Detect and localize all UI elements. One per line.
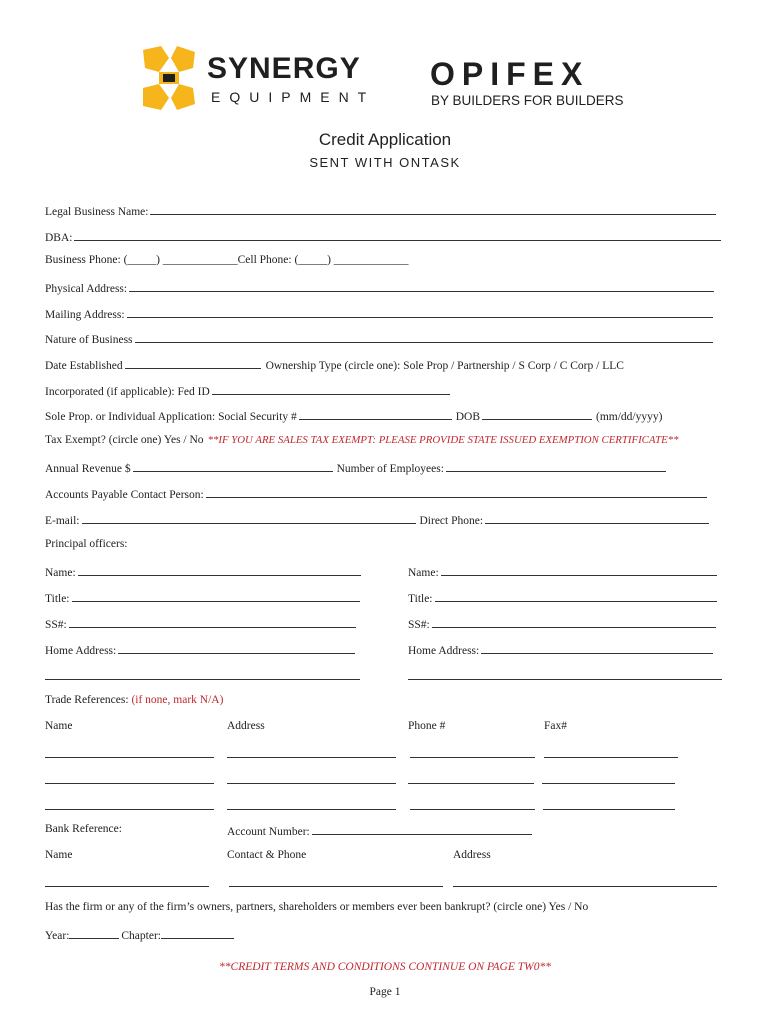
employees-field[interactable] — [446, 460, 666, 472]
principal2-ss-field[interactable] — [432, 616, 716, 628]
synergy-wordmark: SYNERGY — [207, 52, 361, 85]
bankrupt-question[interactable]: Has the firm or any of the firm’s owners, partners, shareholders or members ever been bankrupt? (circle one) Yes / No — [45, 901, 589, 913]
principal2-ss-row — [408, 616, 716, 631]
bank-col-address: Address — [453, 849, 491, 861]
phone-row — [45, 254, 409, 266]
mailing-address-field[interactable] — [127, 306, 713, 318]
ssn-label: Sole Prop. or Individual Application: Social Security # — [45, 411, 297, 423]
legal-business-name-field[interactable] — [150, 203, 716, 215]
principal1-address-label: Home Address: — [45, 645, 117, 657]
ap-contact-label: Accounts Payable Contact Person: — [45, 489, 204, 501]
principal1-name-label: Name: — [45, 567, 76, 579]
date-established-field[interactable] — [125, 357, 261, 369]
principal2-name-label: Name: — [408, 567, 439, 579]
trade-col-address: Address — [227, 720, 265, 732]
trade-ref2-name-field[interactable] — [45, 772, 214, 784]
page-title: Credit Application — [318, 130, 452, 149]
revenue-row — [45, 460, 666, 475]
principal2-address-field[interactable] — [481, 642, 713, 654]
trade-ref3-name-field[interactable] — [45, 798, 214, 810]
direct-phone-label: Direct Phone: — [419, 515, 484, 527]
dob-label: DOB — [455, 411, 480, 423]
physical-address-field[interactable] — [129, 280, 714, 292]
principal2-address-line2[interactable] — [408, 668, 722, 680]
physical-address-row — [45, 280, 714, 295]
annual-revenue-field[interactable] — [133, 460, 333, 472]
nature-of-business-row — [45, 331, 713, 346]
synergy-logo — [135, 42, 395, 114]
opifex-wordmark: OPIFEX — [430, 56, 590, 92]
trade-ref2-address-field[interactable] — [227, 772, 396, 784]
principal2-address-row — [408, 642, 713, 657]
dob-field[interactable] — [482, 408, 592, 420]
email-label: E-mail: — [45, 515, 80, 527]
annual-revenue-label: Annual Revenue $ — [45, 463, 131, 475]
bank-contact-field[interactable] — [229, 875, 443, 887]
bankrupt-detail-row — [45, 927, 234, 942]
trade-ref3-fax-field[interactable] — [543, 798, 675, 810]
year-label: Year: — [45, 930, 70, 942]
page-subtitle: SENT WITH ONTASK — [309, 155, 461, 170]
principal2-name-row — [408, 564, 717, 579]
trade-heading-note: (if none, mark N/A) — [131, 694, 224, 706]
date-established-label: Date Established — [45, 360, 123, 372]
bank-name-field[interactable] — [45, 875, 209, 887]
principal1-ss-row — [45, 616, 356, 631]
cell-phone-field[interactable]: Cell Phone: (_____) _____________ — [237, 254, 409, 266]
dba-field[interactable] — [74, 229, 721, 241]
principal1-ss-label: SS#: — [45, 619, 67, 631]
legal-business-name-row — [45, 203, 716, 218]
bank-address-field[interactable] — [453, 875, 717, 887]
ssn-field[interactable] — [299, 408, 452, 420]
trade-ref2-fax-field[interactable] — [542, 772, 675, 784]
ap-contact-field[interactable] — [206, 486, 707, 498]
principal1-address-line2[interactable] — [45, 668, 360, 680]
employees-label: Number of Employees: — [336, 463, 444, 475]
sole-prop-row — [45, 408, 662, 423]
principal1-ss-field[interactable] — [69, 616, 356, 628]
ap-contact-row — [45, 486, 707, 501]
fed-id-label: Incorporated (if applicable): Fed ID — [45, 386, 210, 398]
trade-heading-row — [45, 694, 223, 706]
principal2-title-label: Title: — [408, 593, 433, 605]
principal1-title-field[interactable] — [72, 590, 360, 602]
ownership-type-label[interactable]: Ownership Type (circle one): Sole Prop / Partnership / S Corp / C Corp / LLC — [265, 360, 624, 372]
opifex-logo — [430, 56, 640, 116]
dob-format-label: (mm/dd/yyyy) — [595, 411, 663, 423]
chapter-field[interactable] — [161, 927, 234, 939]
principal2-address-label: Home Address: — [408, 645, 480, 657]
tax-exempt-row — [45, 434, 678, 446]
principal2-ss-label: SS#: — [408, 619, 430, 631]
dba-row — [45, 229, 721, 244]
chapter-label: Chapter: — [121, 930, 161, 942]
principal2-title-row — [408, 590, 717, 605]
year-field[interactable] — [69, 927, 119, 939]
account-number-row — [227, 823, 532, 838]
trade-ref1-phone-field[interactable] — [410, 746, 535, 758]
dba-label: DBA: — [45, 232, 73, 244]
incorporated-row — [45, 383, 450, 398]
trade-heading: Trade References: — [45, 694, 129, 706]
account-number-field[interactable] — [312, 823, 532, 835]
trade-ref1-address-field[interactable] — [227, 746, 396, 758]
tax-exempt-label[interactable]: Tax Exempt? (circle one) Yes / No — [45, 434, 204, 446]
principal-heading: Principal officers: — [45, 538, 128, 550]
trade-col-phone: Phone # — [408, 720, 446, 732]
nature-of-business-field[interactable] — [135, 331, 713, 343]
account-number-label: Account Number: — [227, 826, 310, 838]
trade-ref1-name-field[interactable] — [45, 746, 214, 758]
principal2-title-field[interactable] — [435, 590, 717, 602]
synergy-emblem-icon — [135, 42, 203, 114]
fed-id-field[interactable] — [212, 383, 450, 395]
bank-col-contact: Contact & Phone — [227, 849, 307, 861]
principal1-title-label: Title: — [45, 593, 70, 605]
physical-address-label: Physical Address: — [45, 283, 128, 295]
principal1-name-field[interactable] — [78, 564, 361, 576]
principal1-name-row — [45, 564, 361, 579]
trade-ref3-phone-field[interactable] — [410, 798, 535, 810]
principal2-name-field[interactable] — [441, 564, 717, 576]
business-phone-field[interactable]: Business Phone: (_____) _____________ — [45, 254, 238, 266]
nature-of-business-label: Nature of Business — [45, 334, 133, 346]
mailing-address-row — [45, 306, 713, 321]
opifex-tagline: BY BUILDERS FOR BUILDERS — [431, 93, 624, 108]
bank-heading: Bank Reference: — [45, 823, 122, 835]
direct-phone-field[interactable] — [485, 512, 709, 524]
email-row — [45, 512, 709, 527]
continue-note: **CREDIT TERMS AND CONDITIONS CONTINUE ON PAGE TW0** — [219, 961, 551, 973]
synergy-submark: EQUIPMENT — [211, 89, 376, 105]
principal1-address-field[interactable] — [118, 642, 355, 654]
trade-col-fax: Fax# — [544, 720, 567, 732]
email-field[interactable] — [82, 512, 416, 524]
mailing-address-label: Mailing Address: — [45, 309, 125, 321]
trade-ref1-fax-field[interactable] — [544, 746, 678, 758]
trade-ref2-phone-field[interactable] — [408, 772, 534, 784]
principal1-title-row — [45, 590, 360, 605]
page-number: Page 1 — [369, 986, 401, 998]
date-established-row — [45, 357, 624, 372]
principal1-address-row — [45, 642, 355, 657]
bank-col-name: Name — [45, 849, 73, 861]
legal-business-name-label: Legal Business Name: — [45, 206, 149, 218]
trade-col-name: Name — [45, 720, 73, 732]
tax-exempt-note: **IF YOU ARE SALES TAX EXEMPT: PLEASE PROVIDE STATE ISSUED EXEMPTION CERTIFICATE** — [207, 434, 679, 446]
trade-ref3-address-field[interactable] — [227, 798, 396, 810]
